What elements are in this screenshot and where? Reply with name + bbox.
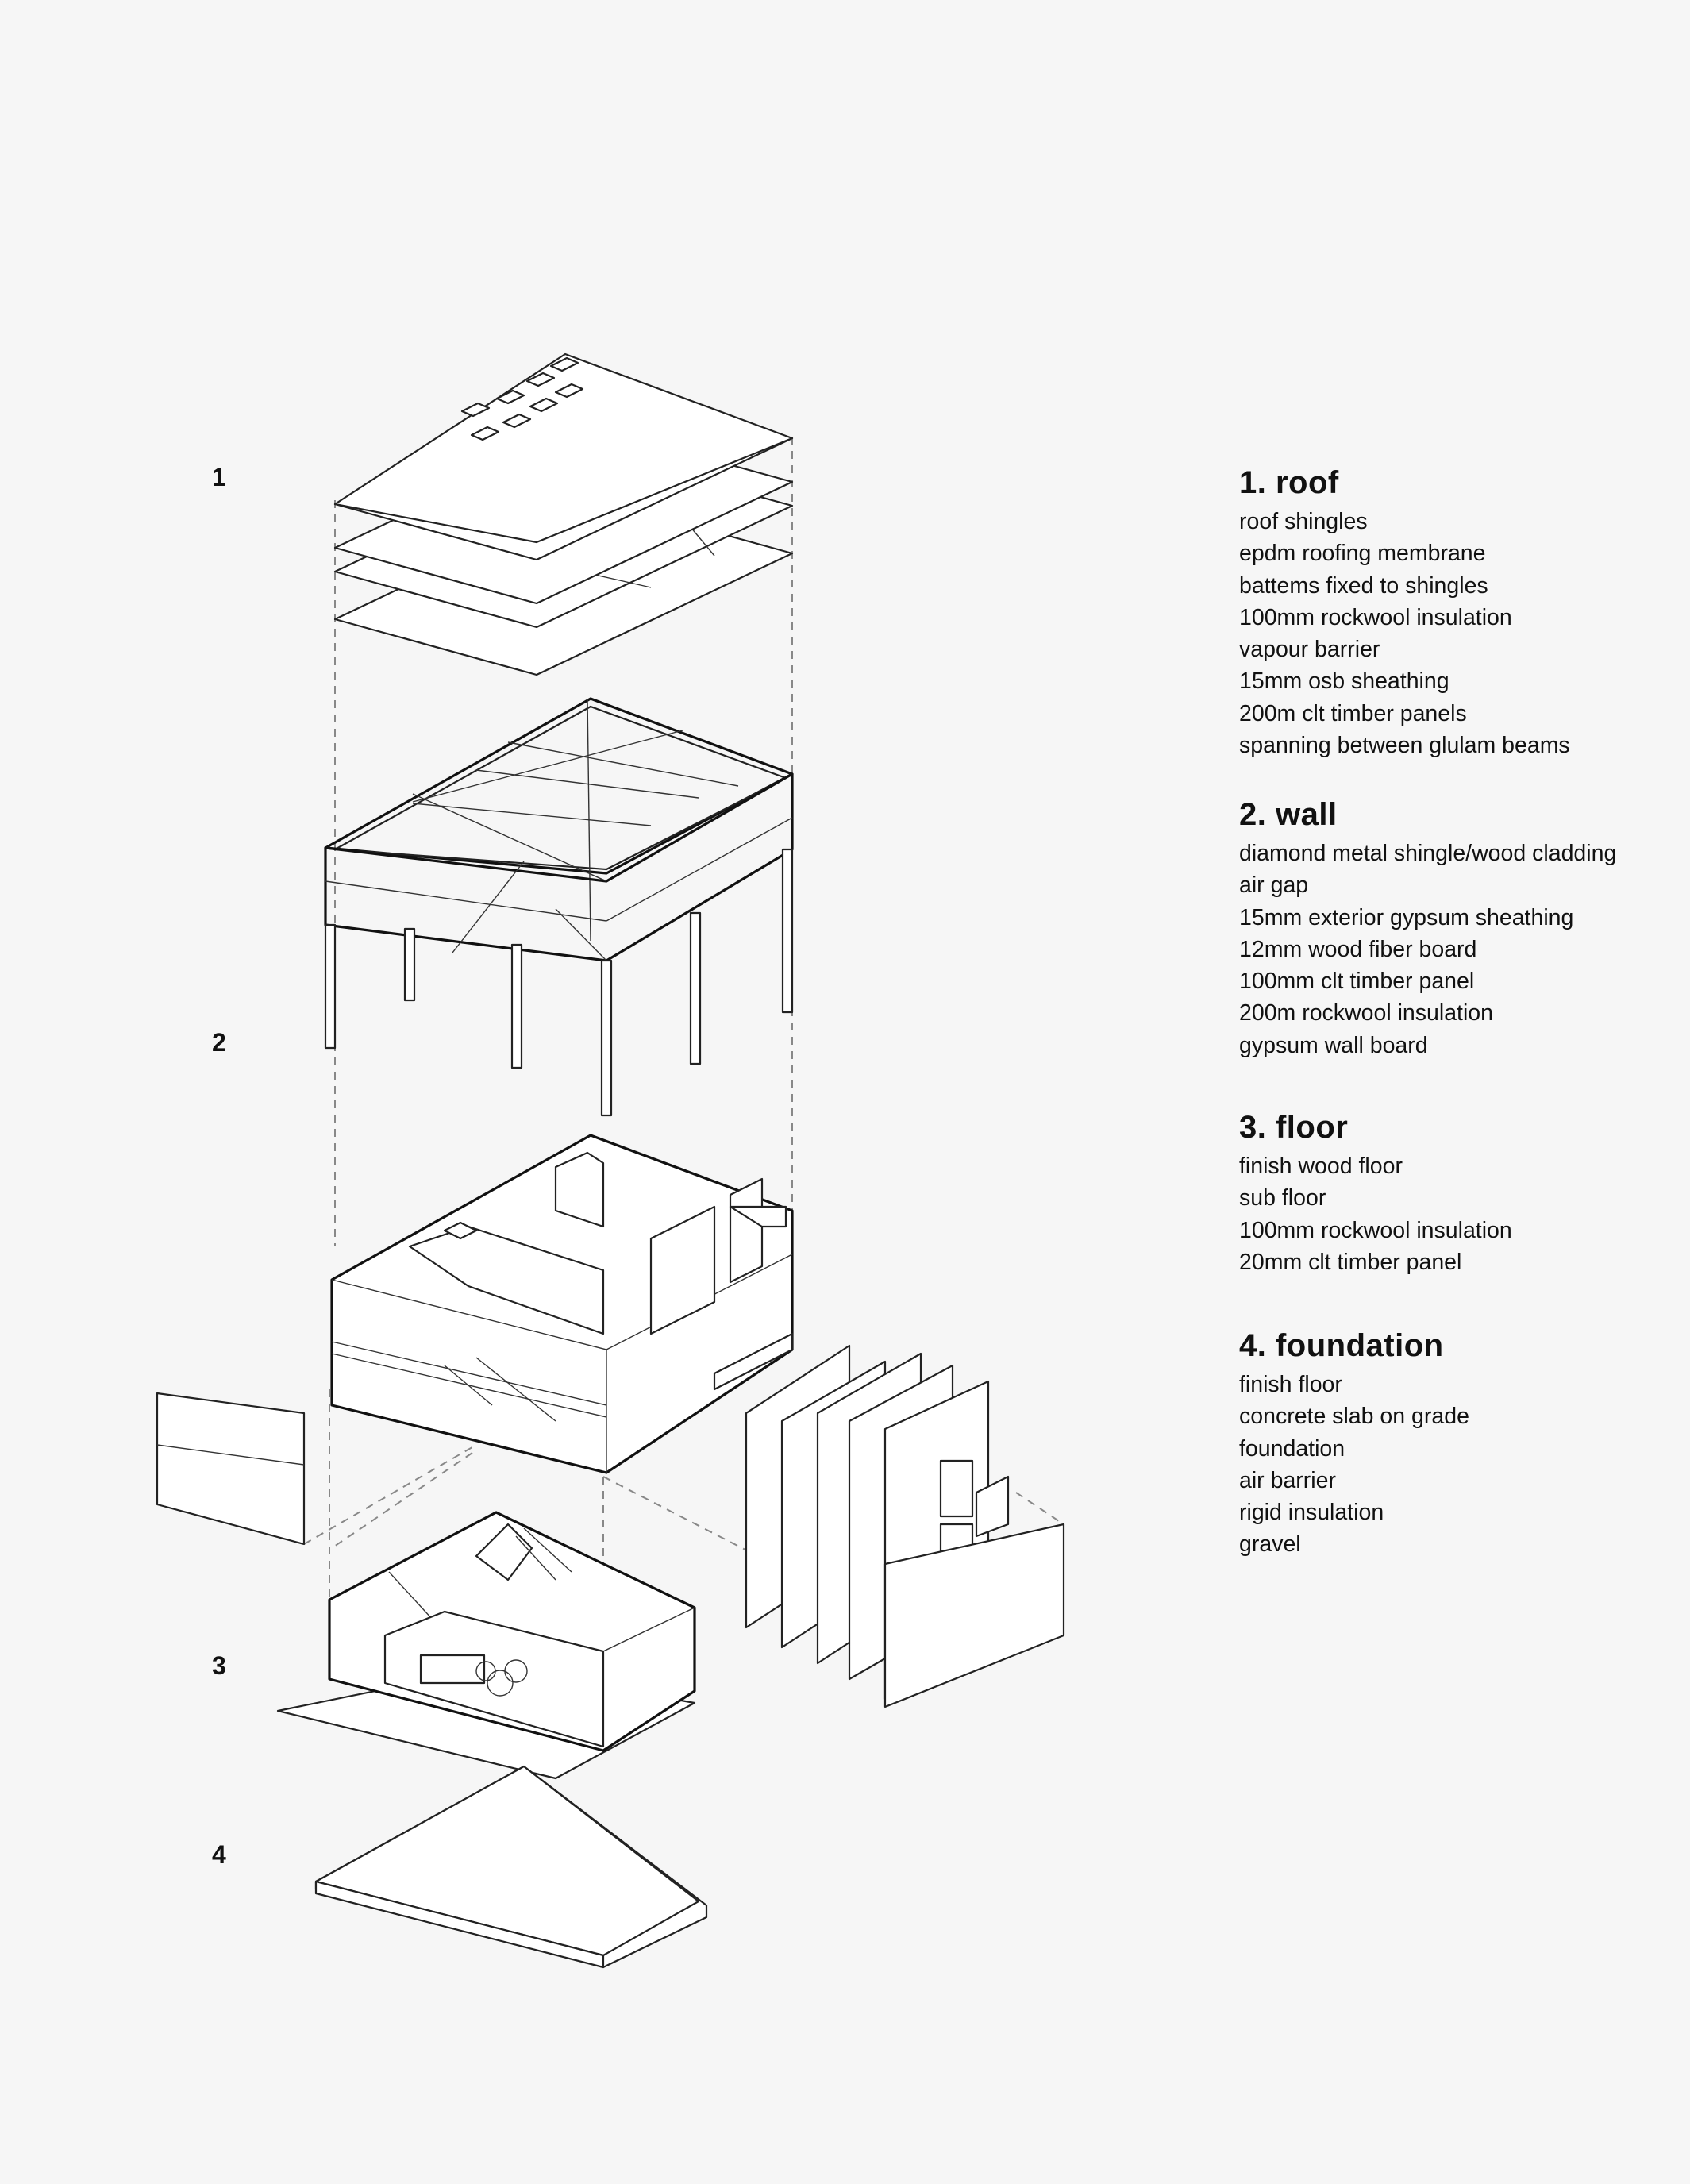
layer-number-3: 3 — [212, 1651, 226, 1680]
frame-columns — [325, 849, 792, 1115]
list-item: air gap — [1239, 872, 1309, 899]
list-item: diamond metal shingle/wood cladding — [1239, 841, 1617, 866]
layer-number-4: 4 — [212, 1840, 226, 1869]
layer-number-1: 1 — [212, 463, 226, 491]
list-item: concrete slab on grade — [1239, 1404, 1469, 1430]
layer-number-2: 2 — [212, 1028, 226, 1057]
list-item: 20mm clt timber panel — [1239, 1249, 1462, 1275]
list-item: battems fixed to shingles — [1239, 572, 1488, 599]
roof-items — [1239, 506, 1684, 761]
wall-items — [1239, 838, 1684, 1061]
list-item: 100mm clt timber panel — [1239, 969, 1475, 995]
list-item: gravel — [1239, 1531, 1301, 1558]
roof-layers — [335, 354, 792, 675]
list-item: 15mm exterior gypsum sheathing — [1239, 904, 1574, 930]
list-item: 15mm osb sheathing — [1239, 668, 1449, 695]
list-item: 100mm rockwool insulation — [1239, 1217, 1512, 1243]
list-item: finish floor — [1239, 1372, 1342, 1397]
list-item: finish wood floor — [1239, 1154, 1403, 1179]
list-item: vapour barrier — [1239, 637, 1380, 663]
legend-floor — [1239, 1107, 1684, 1278]
wall-frame — [325, 699, 792, 1115]
section-title-foundation: 4. foundation — [1239, 1328, 1444, 1363]
list-item: 100mm rockwool insulation — [1239, 604, 1512, 630]
list-item: 200m rockwool insulation — [1239, 1000, 1493, 1027]
list-item: spanning between glulam beams — [1239, 733, 1570, 759]
list-item: roof shingles — [1239, 509, 1368, 534]
legend-roof — [1239, 463, 1684, 761]
list-item: air barrier — [1239, 1467, 1336, 1493]
ground-floor-volume — [278, 1512, 695, 1778]
list-item: 12mm wood fiber board — [1239, 936, 1477, 962]
legend-foundation — [1239, 1326, 1684, 1561]
list-item: gypsum wall board — [1239, 1032, 1428, 1058]
list-item: epdm roofing membrane — [1239, 541, 1486, 567]
upper-floor-volume — [332, 1135, 792, 1473]
section-title-floor: 3. floor — [1239, 1110, 1349, 1145]
foundation-items — [1239, 1369, 1684, 1561]
foundation — [316, 1766, 706, 1967]
floor-items — [1239, 1150, 1684, 1278]
legend-wall — [1239, 795, 1684, 1061]
wall-assembly-layers — [746, 1346, 1064, 1707]
list-item: sub floor — [1239, 1185, 1326, 1211]
list-item: rigid insulation — [1239, 1500, 1384, 1526]
section-title-roof: 1. roof — [1239, 465, 1339, 500]
section-title-wall: 2. wall — [1239, 797, 1338, 832]
list-item: foundation — [1239, 1435, 1345, 1462]
cladding-panel — [157, 1393, 304, 1544]
list-item: 200m clt timber panels — [1239, 700, 1467, 726]
